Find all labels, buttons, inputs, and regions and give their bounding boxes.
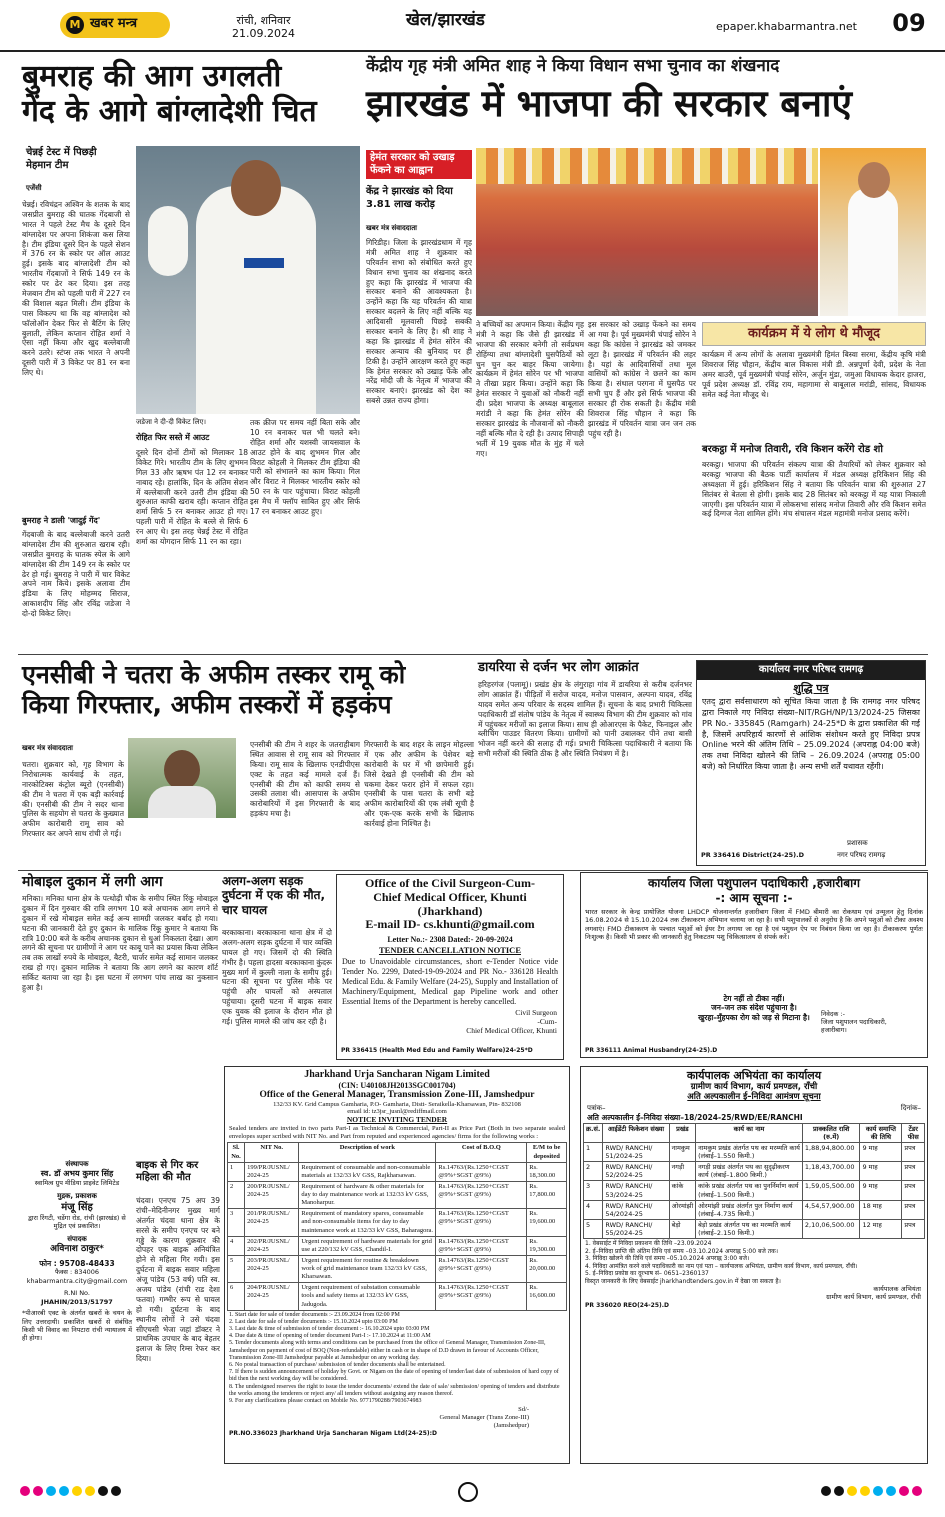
logo-icon: M [66,16,84,34]
jusnl-cell: 201/PR/JUSNL/ 2024-25 [245,1209,299,1236]
diarrhea-headline: डायरिया से दर्जन भर लोग आक्रांत [478,660,639,675]
pashu-tag2: जन–जन तक संदेश पहुंचाना है। [711,1003,797,1013]
rwd-cell: 9 माह [860,1142,902,1161]
jusnl-sign1: Sd/- [518,1406,529,1414]
divider-2 [18,870,928,871]
rwd-cell: बेड़ो [669,1219,695,1238]
rwd-cell: 9 माह [860,1162,902,1181]
khunti-title [337,877,563,932]
jusnl-notice: NOTICE INVITING TENDER [346,1114,448,1124]
pashu-tag1: टेग नहीं तो टीका नहीं। [723,994,785,1003]
jersey-logo [244,258,284,268]
rwd-cell: कांके [669,1181,695,1200]
ncb-body-2: एनसीबी की टीम ने शहर के जतराहीबाग स्थित आवास से रामू साव को गिरफ्तार किया। रामू साव के खिलाफ एनडीपीएस एक्ट के तहत कई मामले दर्ज हैं। एनसीबी की टीम को काफी समय से उसकी तलाश थी। आसपास के अफीम कारोबारियों में इस गिरफ्तारी के बाद हड़कंप मचा है। [250,740,360,819]
shuddhi-sign2: नगर परिषद रामगढ़ [837,851,886,859]
jusnl-cell: Requirement of hardware & other materials for day to day maintenance work at 132/33 kV GSS, Manoharpur. [299,1181,436,1208]
pashu-sign2: जिला पशुपालन पदाधिकारी, [821,1017,887,1026]
jusnl-cell: 202/PR/JUSNL/ 2024-25 [245,1236,299,1255]
amit-body-3: ने बच्चियों का अपमान किया। केंद्रीय गृह मंत्री ने कहा कि जैसे ही झारखंड में भाजपा की सरकार बनेगी तो सर्वप्रथम रोहिंग्या तथा बांग्लादेशी घुसपैठियों को चुन चुन कर बाहर किया जायेगा। कार्यक्रम में हेमंत सोरेन पर भी भाजपा ने तीखा प्रहार किया। उन्होंने कहा कि हेमंत सरकार ने युवाओं को नौकरी नहीं दी। प्रदेश भाजपा के अध्यक्ष बाबूलाल मरांडी ने कहा कि हेमंत सोरेन की सरकार झारखंड के नौजवानों को नौकरी नहीं बल्कि मौत दे रही है। उत्पाद सिपाही भर्ती में 19 युवक मौत के मुंह में चले गए। [476,320,584,458]
divider-1 [18,654,928,655]
amit-body-4: इस सरकार को उखाड़ फेंकने का समय आ गया है। पूर्व मुख्यमंत्री चंपाई सोरेन ने कहा कि कांग्रेस ने झारखंड को जमकर लूटा है। झारखंड में परिवर्तन की लहर है। यहां के आदिवासियों तथा मूल वासियों को कांग्रेस ने छलने का काम किया है। संथाल परगना में घुसपैठ पर सभी चुप हैं और इसे सिर्फ भाजपा की सरकार ही रोक सकती है। केंद्रीय मंत्री शिवराज सिंह चौहान ने कहा कि झारखंड में परिवर्तन यात्रा जन जन तक पहुंच रही है। [588,320,696,438]
jusnl-cell: Rs.14763/(Rs.1250+CGST @9%+SGST @9%) [436,1209,527,1236]
jusnl-cell: 204/PR/JUSNL/ 2024-25 [245,1283,299,1310]
rwd-col-0: क्र.सं. [584,1123,603,1142]
jusnl-cell: 3 [228,1209,245,1236]
rwd-cell: नगड़ी प्रखंड अंतर्गत पथ का सुदृढ़ीकरण कार्य (लंबाई–1.800 किमी.) [696,1162,803,1181]
amit-redbox-1: हेमंत सरकार को उखाड़ फेंकने का आह्वान [366,150,472,179]
accident-headline: अलग-अलग सड़क दुर्घटना में एक की मौत, चार घायल [222,874,326,917]
table-row [228,1236,567,1255]
speaker-kurta [848,188,898,316]
table-row [584,1181,925,1200]
rwd-ad [580,1066,928,1464]
jusnl-cell: 203/PR/JUSNL/ 2024-25 [245,1255,299,1282]
ncb-headline [22,660,474,720]
rwd-notes: 1. वेबसाईट में निविदा प्रकाशन की तिथि –23.09.2024 2. ई–निविदा प्राप्ति की अंतिम तिथि एवं समय –03.10.2024 अपराह्न 5:00 बजे तक। 3. निविदा खोलने की तिथि एवं समय –05.10.2024 अपराह्न 3:00 बजे। 4. निविदा आमंत्रित करने वाले पदाधिकारी का नाम एवं पता – कार्यपालक अभियंता, ग्रामीण कार्य विभाग, कार्य प्रमण्डल, राँची। 5. ई–निविदा प्रकोष्ठ का दूरभाष सं– 0651–2360137 विस्तृत जानकारी के लिए वेबसाईट jharkhandtenders.gov.in में देखा जा सकता है। [585,1240,858,1285]
rwd-col-1: आईडेंटी फिकेशन संख्या [603,1123,669,1142]
amit-bureau: खबर मंत्र संवाददाता [366,224,417,232]
rwd-cell: 5 [584,1219,603,1238]
rwd-cell: RWD/ RANCHI/ 54/2024-25 [603,1200,669,1219]
rwd-ref [581,1103,927,1114]
rwd-cell: ओरमांझी [669,1200,695,1219]
jusnl-cell: Urgent requirement for routine & breakdown work of grid maintenance team 132/33 kV GSS, Kharsawan. [299,1255,436,1282]
jusnl-cell: Rs. 20,000.00 [527,1255,567,1282]
city-day: रांची, शनिवार [236,14,291,27]
khunti-sign2: -Cum- [537,1016,557,1026]
jusnl-head [225,1069,569,1124]
rwd-cell: 1,18,43,700.00 [802,1162,860,1181]
masthead-phone: फोन : 95708-48433 [39,1258,115,1268]
table-row [228,1283,567,1310]
masthead-printer-label: मुद्रक, प्रकाशक [57,1191,97,1200]
rwd-sign1: कार्यपालक अभियंता [873,1285,921,1294]
rwd-head [581,1069,927,1103]
table-row [228,1255,567,1282]
barkatha-head: बरकट्ठा में मनोज तिवारी, रवि किशन करेंगे रोड शो [702,444,883,455]
bumrah-body-3: दूसरे दिन दोनों टीमों को मिलाकर 18 विकेट गिरे। भारतीय टीम के लिए शुभमन गिल 33 और ऋषभ पंत 12 रन बनाकर नाबाद रहे। हालांकि, दिन के अंतिम सेशन में बल्लेबाजी करने उतरी टीम इंडिया की शुरुआत काफी खराब रही। कप्तान रोहित शर्मा सिर्फ 5 रन बनाकर आउट हो गए। पहली पारी में रोहित के बल्ले से सिर्फ 6 रन आए थे। इस तरह चेन्नई टेस्ट में रोहित शर्मा का योगदान सिर्फ 11 रन का रहा। [136,448,248,547]
jusnl-pr: PR.NO.336023 Jharkhand Urja Sancharan Nigam Ltd(24-25):D [229,1429,438,1437]
program-head: कार्यक्रम में ये लोग थे मौजूद [702,322,926,346]
jusnl-cin: (CIN: U40108JH2013SGC001704) [338,1080,456,1090]
jusnl-col-1: NIT No. [245,1143,299,1162]
rwd-table-body [584,1142,925,1238]
rwd-col-5: कार्य समाप्ति की तिथि [860,1123,902,1142]
masthead-rni-label: R.NI No. [64,1289,90,1298]
rwd-cell: 1 [584,1142,603,1161]
pashu-sub: -: आम सूचना :- [715,891,793,905]
epaper-url[interactable]: epaper.khabarmantra.net [716,20,857,33]
table-row [228,1209,567,1236]
jusnl-cell: Rs. 16,600.00 [527,1283,567,1310]
jusnl-sign2: General Manager (Trans Zone-III) [439,1413,529,1421]
bumrah-agency: एजेंसी [26,184,42,192]
bumrah-subhead-young: बुमराह ने डाली 'जादुई गेंद' [22,516,101,525]
player-arm [148,206,188,276]
rwd-cell: 12 माह [860,1219,902,1238]
ncb-bureau: खबर मंत्र संवाददाता [22,744,73,752]
rwd-cell: प्रपत्र [902,1142,925,1161]
masthead-press: द्वारा रिंगटी, चडेंगा रोड, रांची (झारखंड) से मुद्रित एवं प्रकाशित। [28,1214,126,1231]
ncb-body-3: गिरफ्तारी के बाद शहर के लाइन मोहल्ला में एक और अफीम के पेशेवर बड़े कारोबारी के घर में भी छापेमारी हुई। जिसे देखते ही एनसीबी की टीम को चकमा देकर फरार होने में सफल रहा। एनसीबी के पास चतरा के सभी बड़े अफीम कारोबारियों की एक लंबी सूची है और एक-एक करके सभी के खिलाफ कार्रवाई होना निश्चित है। [364,740,474,829]
jusnl-cell: Rs. 19,600.00 [527,1209,567,1236]
jusnl-cell: Requirement of consumable and non-consumable materials at 132/33 kV GSS, Rajkharsawan. [299,1162,436,1181]
khunti-title2: Chief Medical Officer, Khunti [373,889,527,904]
player-jersey [196,186,316,414]
pashu-title: कार्यालय जिला पशुपालन पदाधिकारी ,हजारीबाग [648,876,860,890]
jusnl-addr: 132/33 KV. Grid Campus Gamharia, P.O- Gamharia, Distt- Seraikella-Kharsawan, Pin- 832108 [273,1100,521,1108]
pashu-sign1: निवेदक :- [821,1010,845,1018]
rwd-cell: 1,59,05,500.00 [802,1181,860,1200]
masthead-editor-label: संपादक [67,1234,87,1243]
rwd-sub: ग्रामीण कार्य विभाग, कार्य प्रमण्डल, राँची [690,1082,818,1093]
shuddhi-pr: PR 336416 District(24-25).D [701,851,805,859]
jusnl-cell: 199/PR/JUSNL/ 2024-25 [245,1162,299,1181]
pashu-sign3: हजारीबाग। [821,1025,847,1034]
bumrah-sub2: मेहमान टीम [26,159,69,171]
amit-headline: झारखंड में भाजपा की सरकार बनाएं [366,82,852,125]
rwd-cell: 9 माह [860,1181,902,1200]
page-header [0,0,945,52]
jusnl-table [227,1142,567,1310]
jusnl-cell: Urgent requirement of substation consumable tools and safety items at 132/33 kV GSS, Jadugoda. [299,1283,436,1310]
ramu-head [164,750,200,790]
player-head [231,160,281,216]
table-row [228,1162,567,1181]
shuddhi-body: एतद् द्वारा सर्वसाधारण को सूचित किया जाता है कि रामगढ़ नगर परिषद द्वारा निकाले गए निविदा संख्या–NIT/RGH/NP/13/2024-25 जिसका PR No.- 335845 (Ramgarh) 24-25*D के द्वारा प्रकाशित की गई है, जिसमें अपरिहार्य कारणों से आंशिक संशोधन करते हुए निविदा प्रपत्र Online भरने की अंतिम तिथि – 25.09.2024 (अपराह्न 04:00 बजे) तक तथा निविदा खोलने की तिथि – 26.09.2024 (अपराह्न 05:00 बजे) को निर्धारित किया जाता है। अन्य सभी शर्तें यथावत रहेंगी। [702,697,920,772]
jusnl-col-3: Cost of B.O.Q [436,1143,527,1162]
page-number: 09 [892,9,926,37]
masthead-founder-label: संस्थापक [65,1160,89,1168]
paper-name: खबर मन्त्र [90,16,138,31]
jusnl-cell: 6 [228,1283,245,1310]
rwd-table-head [584,1123,925,1142]
shuddhi-ad [696,660,926,866]
rwd-col-2: प्रखंड [669,1123,695,1142]
pashu-pr: PR 336111 Animal Husbandry(24-25).D [585,1047,718,1054]
jusnl-cell: Rs.14763/(Rs.1250+CGST @9%+SGST @9%) [436,1181,527,1208]
mobile-body: मनिका। मनिका थाना क्षेत्र के पत्थोढ़ी चौक के समीप स्थित रिंकू मोबाइल दुकान में दिन गुरुवार की रात्रि लगभग 10 बजे अचानक आग लगने से दुकान में रखे मोबाइल समेत कई अन्य सामग्री जलकर बर्बाद हो गया। घटना की जानकारी देते हुए दुकान के मालिक रिंकू कुमार ने बताया कि रात्रि 10:00 बजे के करीब अचानक दुकान से धुआं निकलता देखा। आग लगने की सूचना पर ग्रामीणों ने आग पर काबू पाने का प्रयास किया लेकिन तब तक लाखों रुपये के मोबाइल, बैटरी, चार्जर समेत कई सामान जलकर राख हो गए। दुकान मालिक ने बताया कि आग लगने का कारण शॉर्ट सर्किट बताया जा रहा है। इस घटना में लगभग पांच लाख का नुकसान हुआ है। [22,894,218,993]
rwd-cell: RWD/ RANCHI/ 55/2024-25 [603,1219,669,1238]
rwd-cell: 1,88,94,800.00 [802,1142,860,1161]
rwd-cell: नामकुम प्रखंड अंतर्गत पथ का मरम्मति कार्य (लंबाई–1.550 किमी.) [696,1142,803,1161]
khunti-sign1: Civil Surgeon [515,1007,557,1017]
jusnl-cell: 1 [228,1162,245,1181]
ramu-shirt [148,786,216,818]
reg-dots-left [20,1486,124,1499]
ncb-headline-l1: एनसीबी ने चतरा के अफीम तस्कर रामू को [22,660,406,689]
barkatha-body: बरकट्ठा। भाजपा की परिवर्तन संकल्प यात्रा की तैयारियों को लेकर शुक्रवार को बरकट्ठा भाजपा की बैठक पार्टी कार्यालय में मंडल अध्यक्ष हरिकिशन सिंह की अध्यक्षता में हुई। हरिकिशन सिंह ने बताया कि परिवर्तन यात्रा की शुरुआत 27 सितंबर से बेतला से होगी। इसके बाद 28 सितंबर को बरकट्ठा में यह यात्रा निकाली जाएगी। इस परिवर्तन यात्रा में लोकसभा सांसद मनोज तिवारी और रवि किशन समेत कई दिग्गज नेता शामिल होंगे। मंच संचालन मंडल महामंत्री मनोज प्रसाद करेंगे। [702,460,926,519]
bike-body: चंदवा। एनएच 75 अप 39 रांची–मेदिनीनगर मुख्य मार्ग अंतर्गत चंदवा थाना क्षेत्र के सरसे के समीप एनएच पर बने गड्ढे के कारण शुक्रवार की दोपहर एक बाइक अनियंत्रित होने से महिला गिर गयी। इस दुर्घटना में बाइक सवार महिला अंजू पांडेय (53 वर्ष) पति स्व. अजय पांडेय (रांची राड देशा फतवा) गम्भीर रूप से घायल हो गयी। दुर्घटना के बाद स्थानीय लोगों ने उसे चंदवा सीएचसी भेजा जहां डॉक्टर ने प्राथमिक उपचार के बाद बेहतर इलाज के लिए रिम्स रेफर कर दिया। [136,1196,220,1364]
jusnl-intro: Sealed tenders are invited in two parts Part-I as Technical & Commercial, Part-II as Price Part (Both in two separate sealed envelopes super scribed with NIT No. and Part from reputed and experienced agencies/ firms for the following works : [229,1125,565,1141]
rwd-cell: 3 [584,1181,603,1200]
bumrah-subhead [26,147,136,172]
rwd-cell: ओरमांझी प्रखंड अंतर्गत पुल निर्माण कार्य (लंबाई–4.735 किमी.) [696,1200,803,1219]
header-date [232,14,295,40]
rally-crowd-photo [476,148,818,316]
jusnl-email[interactable]: email id: tz3jsr_jusnl@rediffmail.com [347,1108,447,1116]
bumrah-headline-l1: बुमराह की आग उगलती [22,59,282,94]
rwd-patrank: पत्रांक– [587,1103,606,1112]
bumrah-sub1: चेन्नई टेस्ट में पिछड़ी [26,147,97,158]
shuddhi-title: शुद्धि पत्र [793,681,829,695]
khunti-title3: (Jharkhand) [417,903,483,918]
bumrah-body-2: गेंदबाजी के बाद बल्लेबाजी करने उतरी बांग्लादेश टीम की शुरुआत खराब रही। जसप्रीत बुमराह के घातक स्पेल के आगे बांग्लादेश की टीम 149 रन के स्कोर पर ढेर हो गई। बुमराह ने पारी में चार विकेट अपने नाम किये। इसके अलावा टीम इंडिया के लिए मोहम्मद सिराज, आकाशदीप सिंह और रविंद्र जडेजा ने दो-दो विकेट लिए। [22,530,130,619]
bumrah-headline-l2: गेंद के आगे बांग्लादेशी चित [22,93,317,129]
section-title: खेल/झारखंड [406,10,485,30]
rwd-cell: प्रपत्र [902,1162,925,1181]
shuddhi-office: कार्यालय नगर परिषद रामगढ़ [697,661,925,680]
masthead-rni: JHAHIN/2013/51797 [41,1297,113,1306]
jusnl-cell: Rs. 18,300.00 [527,1162,567,1181]
rwd-notice: अति अल्पकालीन ई–निविदा आमंत्रण सूचना [687,1092,821,1103]
rwd-cell: RWD/ RANCHI/ 52/2024-25 [603,1162,669,1181]
bumrah-body-4: तक क्रीज पर समय नहीं बिता सके और 10 रन बनाकर चल भी चलते बने। रोहित शर्मा और यशस्वी जायसवाल के आउट होने के बाद शुभमन गिल और विराट कोहली ने मिलकर टीम इंडिया की पारी को संभालने का काम किया। गिल और विराट ने मिलकर भारतीय स्कोर को 50 रन के पार पहुंचाया। विराट कोहली इस मैच में फ्लॉप साबित हुए और सिर्फ 17 रन बनाकर आउट हुए। [250,418,360,517]
registration-mark-icon [458,1482,478,1502]
rwd-pr: PR 336020 REO(24-25).D [585,1301,669,1309]
jusnl-table-head [228,1143,567,1162]
masthead-email[interactable]: khabarmantra.city@gmail.com [26,1276,128,1285]
reg-dots-right [821,1486,925,1499]
ramu-photo [128,738,236,818]
jusnl-sign3: (Jamshedpur) [493,1421,529,1429]
rwd-cell: नगड़ी [669,1162,695,1181]
bumrah-subhead-rohit: रोहित फिर सस्ते में आउट [136,433,210,442]
khunti-sign3: Chief Medical Officer, Khunti [466,1025,557,1035]
jusnl-cell: 2 [228,1181,245,1208]
rwd-cell: RWD/ RANCHI/ 51/2024-25 [603,1142,669,1161]
amit-body-1: गिरिडीह। जिला के झारखंडधाम में गृह मंत्री अमित शाह ने शुक्रवार को परिवर्तन सभा को संबोधित करते हुए विधान सभा चुनाव का शंखनाद करते हुए कहा कि झारखंड में भाजपा की सरकार बनाने की आवश्यकता है। उन्होंने कहा कि यह परिवर्तन की यात्रा सरकार बदलने के लिए नहीं बल्कि यह आदिवासी मूलवासी पिछड़े सबकी सरकार बनाने के लिए है। श्री शाह ने कहा कि झारखंड में हेमंत सोरेन की सरकार अन्याय की बुनियाद पर ही टिकी है। उन्होंने आरक्षण करते हुए कहा कि हेमंत सरकार को उखाड़ फेंके और नरेंद्र मोदी जी के नेतृत्व में भाजपा की सरकार बनाएं। झारखंड को देश का सबसे उन्नत राज्य होगा। [366,238,472,406]
jusnl-table-body [228,1162,567,1310]
khunti-sign [337,1008,563,1035]
jusnl-col-0: Sl. No. [228,1143,245,1162]
masthead-printer: मंजू सिंह [61,1202,93,1214]
table-row [584,1219,925,1238]
rwd-cell: 18 माह [860,1200,902,1219]
bumrah-headline [22,60,358,150]
rwd-col-6: टेंडर फीस [902,1123,925,1142]
jusnl-col-2: Description of work [299,1143,436,1162]
rwd-table [583,1123,925,1240]
masthead-fax: फैक्स : 834006 [54,1268,100,1277]
speaker-head [858,162,890,198]
amit-redbox-2: केंद्र ने झारखंड को दिया 3.81 लाख करोड़ [366,186,453,210]
issue-date: 21.09.2024 [232,27,295,41]
rwd-cell: 2,10,06,500.00 [802,1219,860,1238]
table-row [584,1200,925,1219]
pashu-body: भारत सरकार के केन्द्र प्रायोजित योजना LHDCP योजनान्तर्गत हजारीबाग जिला में FMD बीमारी का रोकथाम एवं उन्मूलन हेतु दिनांक 16.08.2024 से 15.10.2024 तक टीकाकरण अभियान चलाया जा रहा है। सभी पशुपालकों से अनुरोध है कि अपने पशुओं को टीका अवश्य लगवाएं। FMD टीकाकरण के पश्चात पशुओं को ईयर टैग लगाया जा रहा है एवं पशुधन ऐप पर निबंधन किया जा रहा है। टीकाकरण पूर्णतः निःशुल्क है। किसी भी प्रकार की जानकारी हेतु निकटतम पशु चिकित्सालय से संपर्क करें। [585,908,923,942]
jusnl-cell: Rs.14763/(Rs.1250+CGST @9%+SGST @9%) [436,1162,527,1181]
amit-kicker: केंद्रीय गृह मंत्री अमित शाह ने किया विधान सभा चुनाव का शंखनाद [366,56,780,76]
rally-canopy [476,148,818,184]
rwd-cell: प्रपत्र [902,1219,925,1238]
jusnl-cell: Urgent requirement of hardware materials for grid use at 220/132 kV GSS, Chandil-I. [299,1236,436,1255]
khunti-email[interactable]: E-mail ID- cs.khunti@gmail.com [365,917,535,932]
ncb-headline-l2: किया गिरफ्तार, अफीम तस्करों में हड़कंप [22,690,392,719]
masthead-editor: अविनाश ठाकुर* [50,1243,104,1254]
accident-body: बरकाकाना। बरकाकाना थाना क्षेत्र में दो अलग-अलग सड़क दुर्घटना में चार व्यक्ति घायल हो गए। जिसमें दो की स्थिति गंभीर है। पहला हादसा बरकाकाना कुंदरू मुख्य मार्ग में कुल्ली नाला के समीप हुई। घटना की सूचना पर पुलिस मौके पर पहुंची और घायलों को अस्पताल पहुंचाया। दूसरी घटना में बाइक सवार एक युवक की इलाज के दौरान मौत हो गई। पुलिस मामले की जांच कर रही है। [222,928,332,1027]
amit-shah-photo [820,148,926,316]
bumrah-caption: जडेजा ने दी-दी विकेट लिए। [136,418,207,426]
masthead-owner: स्वामित्व ग्रुप मीडिया प्राइवेट लिमिटेड [34,1179,120,1188]
table-row [584,1142,925,1161]
jusnl-title: Jharkhand Urja Sancharan Nigam Limited [304,1069,490,1080]
rwd-col-3: कार्य का नाम [696,1123,803,1142]
rwd-col-4: प्राक्कलित राशि (रु.में) [802,1123,860,1142]
khunti-head: TENDER CANCELLATION NOTICE [378,945,521,956]
khunti-ad [336,874,564,1060]
jusnl-sign [225,1406,569,1429]
jusnl-office: Office of the General Manager, Transmission Zone-III, Jamshedpur [259,1089,535,1100]
rwd-dinank: दिनांक– [900,1103,921,1112]
masthead [22,1160,132,1343]
program-body: कार्यक्रम में अन्य लोगों के अलावा मुख्यमंत्री हिमंत बिस्वा सरमा, केंद्रीय कृषि मंत्री शिवराज सिंह चौहान, केंद्रीय बाल विकास मंत्री डी. अन्नपूर्णा देवी, प्रदेश के नेता अमर बाउरी, पूर्व मुख्यमंत्री चंपाई सोरेन, अर्जुन मुंडा, जमुआ विधायक केदार हाजरा, पूर्व प्रदेश अध्यक्ष डॉ. रविंद्र राय, महागामा से बाबूलाल मरांडी, सांसद, विधायक समेत कई नेता मौजूद थे। [702,350,926,399]
masthead-note: *पीआरबी एक्ट के अंतर्गत खबरों के चयन के लिए उत्तरदायी। प्रकाशित खबरों से संबंधित किसी भी विवाद का निपटारा रांची न्यायालय में ही होगा। [22,1309,132,1343]
rwd-cell: बेड़ो प्रखंड अंतर्गत पथ का मरम्मति कार्य (लंबाई–2.150 किमी.) [696,1219,803,1238]
jusnl-cell: 4 [228,1236,245,1255]
khunti-pr: PR 336415 (Health Med Edu and Family Welfare)24-25*D [341,1047,533,1054]
ncb-body-1: चतरा। शुक्रवार को, गृह विभाग के निरोधात्मक कार्यवाई के तहत, नारकोटिक्स कंट्रोल ब्यूरो (एनसीबी) की टीम ने चतरा में एक बड़ी कार्रवाई की। एनसीबी की टीम ने सदर थाना पुलिस के सहयोग से चतरा के कुख्यात अफीम कारोबारी रामू साव को गिरफ्तार कर अपने साथ रांची ले गई। [22,760,124,839]
jusnl-cell: Rs.14763/(Rs.1250+CGST @9%+SGST @9%) [436,1255,527,1282]
jusnl-cell: Rs. 17,800.00 [527,1181,567,1208]
rwd-nivida: अति अल्पकालीन ई–निविदा संख्या–18/2024-25/RWD/EE/RANCHI [587,1113,803,1123]
khunti-letter: Letter No.:- 2308 Dated:- 20-09-2024 [387,935,513,945]
khunti-body: Due to Unavoidable circumstances, short e-Tender Notice vide Tender No. 2299, Dated-19-09-2024 and PR No.- 336128 Health Medical Edu. & Family Welfare (24-25), Supply and Installation of Machinery/Equipment, Medical gap Pipeline work and other Essential Items of the Department is hereby cancelled. [342,956,558,1006]
bumrah-photo [136,146,360,414]
pashu-sign [821,1011,887,1034]
rwd-cell: 4,54,57,900.00 [802,1200,860,1219]
rwd-cell: प्रपत्र [902,1181,925,1200]
pashu-tag3: खुरहा–मुँहपका रोग को जड़ से मिटाना है। [698,1012,810,1022]
shuddhi-sign1: प्रशासक [847,839,868,847]
khunti-title1: Office of the Civil Surgeon-Cum- [365,876,535,890]
rwd-sign2: ग्रामीण कार्य विभाग, कार्य प्रमण्डल, राँची [826,1292,921,1301]
table-row [228,1181,567,1208]
jusnl-dates: 1. Start date for sale of tender documents :- 23.09.2024 from 02:00 PM 2. Last date for sale of tender documents :- 15.10.2024 upto 03:00 PM 3. Last date & time of submission of tender document :- 16.10.2024 upto 03:00 PM 4. Due date & time of opening of tender document Part-I :- 17.10.2024 at 11:00 AM 5. Tender documents along with terms and conditions can be purchased from the office of General Manager, Transmission Zone-III, Jamshedpur on payment of cost of BOQ (Non-refundable) either in cash or in shape of D.D drawn in favour of Accounts Officer, Transmission Zone-III Jamshedpur payable at Jamshedpur on any working day. 6. No postal transaction of purchase/ submission of tender documents shall be entertained. 7. If there is sudden announcement of holiday by Govt. or Nigam on the date of opening of tender/last date of submission of hard copy of bid then the next working day will be considered. 8. The undersigned reserves the right to issue the tender documents/ extend the date of sale/ submission/ opening of tenders and distribute the works among the tenderers or reject any/ all tenders without assigning any reason thereof. 9. For any clarifications please contact on Mobile No. 9771790288/7903674983 [229,1311,560,1404]
rwd-cell: प्रपत्र [902,1200,925,1219]
masthead-founder: स्व. डॉ अभय कुमार सिंह [40,1169,114,1179]
rwd-cell: 2 [584,1162,603,1181]
bike-headline: बाइक से गिर कर महिला की मौत [136,1160,199,1183]
jusnl-col-4: E/M to be deposited [527,1143,567,1162]
diarrhea-body: हरिहरगंज (पलामू)। प्रखंड क्षेत्र के लंगुराहा गांव में डायरिया से करीब दर्जनभर लोग आक्रांत हैं। पीड़ितों में सरोज यादव, मनोज पासवान, अल्पना यादव, रविंद्र यादव समेत अन्य परिवार के सदस्य शामिल हैं। सूचना के बाद प्रभारी चिकित्सा पदाधिकारी डॉ संतोष पांडेय के नेतृत्व में स्वास्थ्य विभाग की टीम शुक्रवार को गांव में पहुंचकर मरीजों का इलाज किया। साथ ही ओआरएस के पैकेट, फिनाइल और ब्लीचिंग पाउडर वितरण किया। ग्रामीणों को पानी उबालकर पीने तथा बासी भोजन नहीं करने की सलाह दी गई। प्रभारी चिकित्सा पदाधिकारी ने बताया कि सभी मरीजों की स्थिति ठीक है और स्थिति नियंत्रण में है। [478,680,692,759]
pashu-ad [580,872,928,1058]
rwd-title: कार्यपालक अभियंता का कार्यालय [686,1069,822,1082]
color-registration-strip [20,1480,925,1504]
jusnl-cell: 200/PR/JUSNL/ 2024-25 [245,1181,299,1208]
mobile-headline: मोबाइल दुकान में लगी आग [22,874,163,890]
jusnl-cell: Requirement of mandatory spares, consumable and non-consumable items for day to day maintenance work at 132/33 kV GSS, Baharagora. [299,1209,436,1236]
rwd-cell: RWD/ RANCHI/ 53/2024-25 [603,1181,669,1200]
rwd-sign [581,1286,927,1302]
jusnl-cell: 5 [228,1255,245,1282]
bumrah-body-1: चेन्नई। रविचंद्रन अश्विन के शतक के बाद जसप्रीत बुमराह की घातक गेंदबाजी से भारत ने पहले टेस्ट मैच के दूसरे दिन बांग्लादेश पर अपना शिकंजा कस लिया है। टीम इंडिया दूसरे दिन के पहले सेशन में 376 रन के स्कोर पर ऑल आउट हुई। इसके बाद बांग्लादेशी टीम को भारतीय गेंदबाजों ने सिर्फ 149 रन के स्कोर पर ढेर कर दिया। इस तरह मेजबान टीम को पहली पारी में 227 रन की विशाल बढ़त मिली। टीम इंडिया के पास विकल्प था कि वह बांग्लादेश को फॉलोऑन देकर फिर से बैटिंग के लिए बुलाती, लेकिन कप्तान रोहित शर्मा ने ऐसा नहीं किया और खुद बल्लेबाजी करने उतरे। स्टंप्स तक भारत ने अपनी दूसरी पारी में 3 विकेट पर 81 रन बना लिए थे। [22,200,130,378]
rwd-cell: नामकुम [669,1142,695,1161]
jusnl-cell: Rs.14763/(Rs.1250+CGST @9%+SGST @9%) [436,1283,527,1310]
jusnl-ad [224,1066,570,1464]
jusnl-cell: Rs. 19,300.00 [527,1236,567,1255]
rwd-cell: 4 [584,1200,603,1219]
table-row [584,1162,925,1181]
jusnl-cell: Rs.14763/(Rs.1250+CGST @9%+SGST @9%) [436,1236,527,1255]
rwd-cell: कांके प्रखंड अंतर्गत पथ का पुनर्निर्माण कार्य (लंबाई–1.500 किमी.) [696,1181,803,1200]
